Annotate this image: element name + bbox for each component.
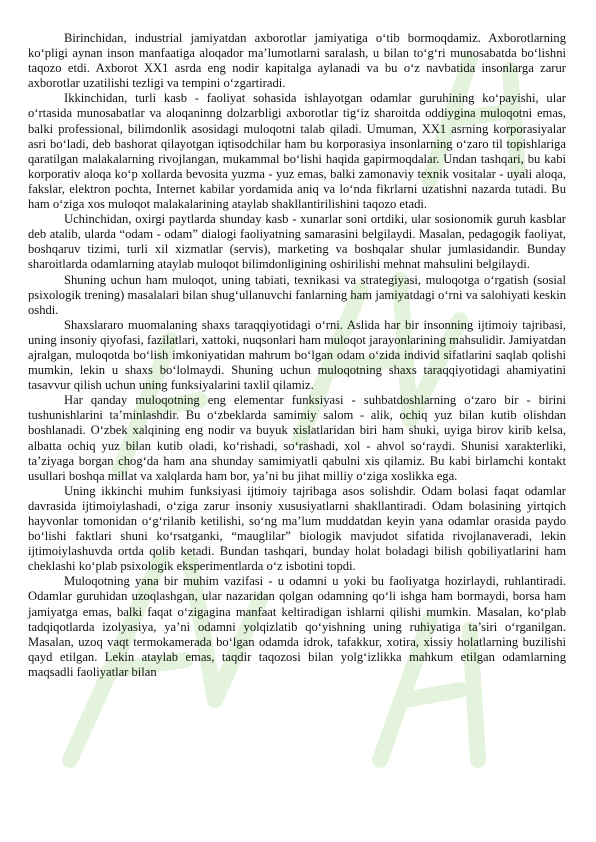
paragraph-1: Birinchidan, industrial jamiyatdan axborotlar jamiyatiga o‘tib bormoqdamiz. Axborotlarning ko‘pligi aynan inson manfaatiga aloqador ma’lumotlarni saralash, u bilan to‘g‘ri munosabatda bo‘lishni taqozo etdi. Axborot XX1 asrda eng nodir kapitalga aylanadi va bu o‘z navbatida insonlarga zarur axborotlar uzatilishi tezligi va tempini o‘zgartiradi. xyxy=(28,31,566,91)
paragraph-2: Ikkinchidan, turli kasb - faoliyat sohasida ishlayotgan odamlar guruhining ko‘payishi, ular o‘rtasida munosabatlar va aloqaninng dolzarbligi axborotlar tig‘iz sharoitda oddiygina muloqotni emas, balki professional, bilimdonlik asosidagi muloqotni talab qiladi. Umuman, XX1 asrning korporasiyalar asri bo‘ladi, deb bashorat qilayotgan iqtisodchilar ham bu korporasiya insonlarning o‘zaro til topishlariga qaratilgan malakalarning rivojlangan, mukammal bo‘lishi haqida gapirmoqdalar. Undan tashqari, bu kabi korporativ aloqa ko‘p xollarda bevosita yuzma - yuz emas, balki zamonaviy texnik vositalar - uyali aloqa, fakslar, elektron pochta, Internet kabilar yordamida aniq va lo‘nda fikrlarni uzatishni nazarda tutadi. Bu ham o‘ziga xos muloqot malakalarining ataylab shakllantirilishini taqozo etadi. xyxy=(28,91,566,212)
paragraph-4: Shuning uchun ham muloqot, uning tabiati, texnikasi va strategiyasi, muloqotga o‘rgatish (sosial psixologik trening) masalalari bilan shug‘ullanuvchi fanlarning ham jamiyatdagi o‘rni va salohiyati keskin oshdi. xyxy=(28,272,566,317)
paragraph-6: Har qanday muloqotning eng elementar funksiyasi - suhbatdoshlarning o‘zaro bir - birini tushunishlarini ta’minlashdir. Bu o‘zbeklarda samimiy salom - alik, ochiq yuz bilan kutib olishdan boshlanadi. O‘zbek xalqining eng nodir va buyuk xislatlaridan biri ham shuki, uyiga birov kirib kelsa, albatta ochiq yuz bilan kutib oladi, ko‘rishadi, so‘rashadi, xol - ahvol so‘raydi. Shunisi xarakterliki, ta’ziyaga borgan chog‘da ham ana shunday samimiyatli qabulni xis qilamiz. Bu kabi birlamchi kontakt usullari boshqa millat va xalqlarda ham bor, ya’ni bu jihat milliy o‘ziga xoslikka ega. xyxy=(28,393,566,483)
paragraph-7: Uning ikkinchi muhim funksiyasi ijtimoiy tajribaga asos solishdir. Odam bolasi faqat odamlar davrasida ijtimoiylashadi, o‘ziga zarur insoniy xususiyatlarni shakllantiradi. Odam bolasining yirtqich hayvonlar tomonidan o‘g‘rilanib ketilishi, so‘ng ma’lum muddatdan keyin yana odamlar orasida paydo bo‘lishi faktlari shuni ko‘rsatganki, “mauglilar” biologik mavjudot sifatida rivojlanaveradi, lekin ijtimoiylashuvda ortda qolib ketadi. Bundan tashqari, bunday holat boladagi bilish qobiliyatlarini ham cheklashi ko‘plab psixologik eksperimentlarda o‘z isbotini topdi. xyxy=(28,483,566,574)
paragraph-3: Uchinchidan, oxirgi paytlarda shunday kasb - xunarlar soni ortdiki, ular sosionomik guruh kasblar deb atalib, ularda “odam - odam” dialogi faoliyatning samarasini belgilaydi. Masalan, pedagogik faoliyat, boshqaruv tizimi, turli xil xizmatlar (servis), marketing va boshqalar shular jumlasidandir. Bunday sharoitlarda odamlarning ataylab muloqot bilimdonligining oshirilishi mehnat mahsulini belgilaydi. xyxy=(28,212,566,272)
document-page xyxy=(28,31,566,680)
paragraph-5: Shaxslararo muomalaning shaxs taraqqiyotidagi o‘rni. Aslida har bir insonning ijtimoiy tajribasi, uning insoniy qiyofasi, fazilatlari, xattoki, nuqsonlari ham muloqot jarayonlarining mahsulidir. Jamiyatdan ajralgan, muloqotda bo‘lish imkoniyatidan mahrum bo‘lgan odam o‘zida individ sifatlarini saqlab qolishi mumkin, lekin u shaxs bo‘lolmaydi. Shuning uchun muloqotning shaxs taraqqiyotidagi ahamiyatini tasavvur qilish uchun uning funksiyalarini taxlil qilamiz. xyxy=(28,317,566,393)
paragraph-8: Muloqotning yana bir muhim vazifasi - u odamni u yoki bu faoliyatga hozirlaydi, ruhlantiradi. Odamlar guruhidan uzoqlashgan, ular nazaridan qolgan odamning qo‘li ishga ham bormaydi, borsa ham jamiyatga emas, balki faqat o‘zigagina manfaat keltiradigan ishlarni qilishi mumkin. Masalan, ko‘plab tadqiqotlarda izolyasiya, ya’ni odamni yolqizlatib qo‘yishning uning ruhiyatiga ta’siri o‘rganilgan. Masalan, uzoq vaqt termokamerada bo‘lgan odamda idrok, tafakkur, xotira, xissiy holatlarning buzilishi qayd etilgan. Lekin ataylab emas, taqdir taqozosi bilan yolg‘izlikka mahkum etilgan odamlarning maqsadli faoliyatlar bilan xyxy=(28,574,566,679)
